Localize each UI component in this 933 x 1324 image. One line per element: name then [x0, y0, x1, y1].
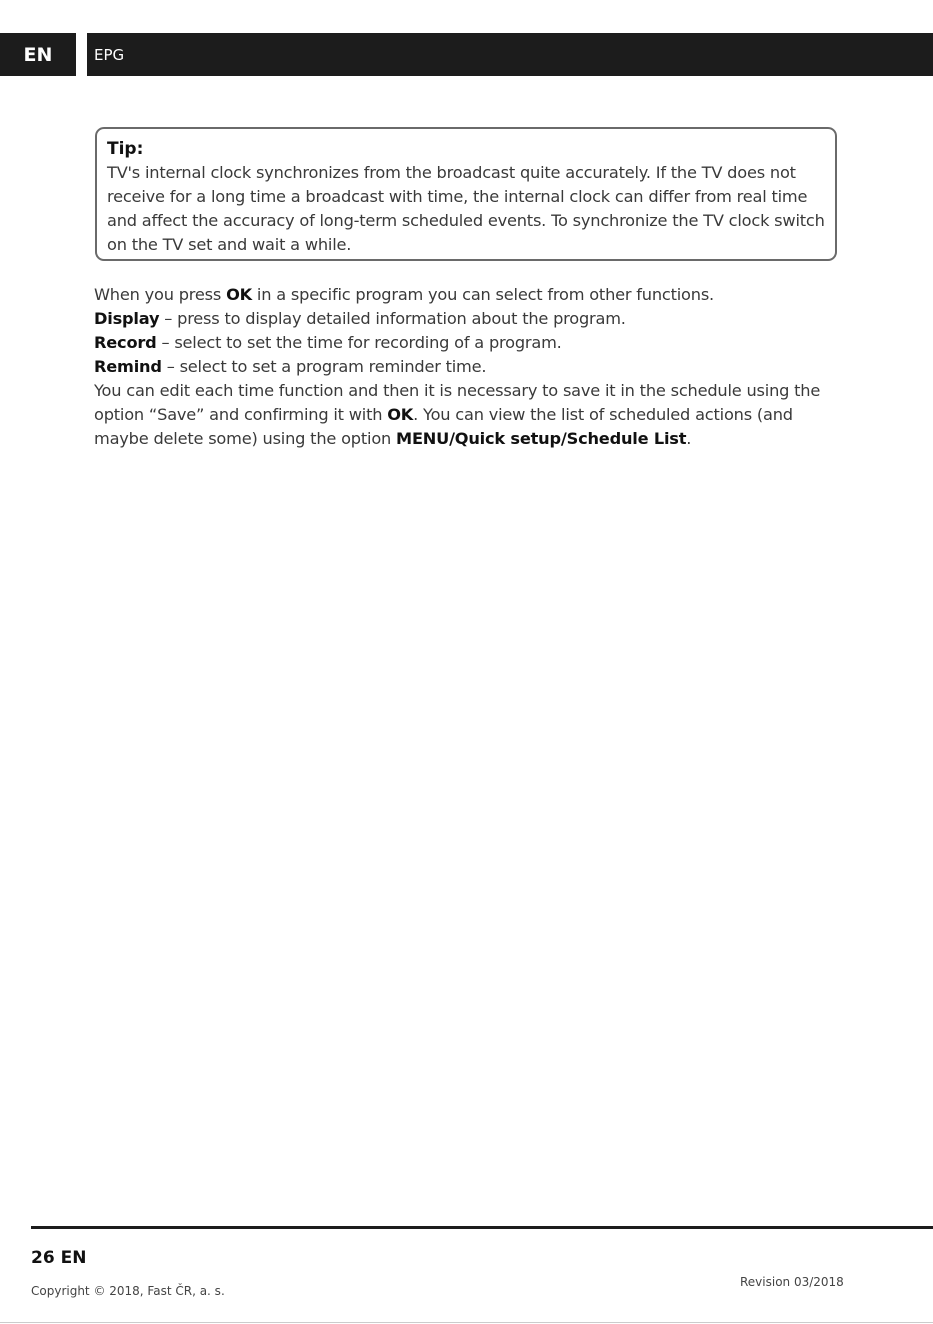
menu-path: MENU/Quick setup/Schedule List: [396, 429, 687, 448]
tip-title: Tip:: [107, 139, 144, 159]
page-bottom-divider: [0, 1322, 933, 1323]
edit-text-1: You can edit each time function and then it is necessary to save it in the schedule using the option “Save” and confirming it with: [94, 381, 821, 424]
intro-prefix: When you press: [94, 285, 227, 304]
section-title: EPG: [94, 45, 125, 64]
function-item-record: [94, 331, 834, 355]
intro-suffix: in a specific program you can select from other functions.: [251, 285, 714, 304]
footer-divider: [31, 1226, 933, 1229]
function-term: Remind: [94, 357, 162, 376]
revision-label: Revision 03/2018: [740, 1275, 844, 1289]
function-description: – select to set the time for recording of a program.: [156, 333, 562, 352]
ok-key-label: OK: [387, 405, 414, 424]
intro-paragraph: [94, 283, 834, 307]
edit-text-3: .: [686, 429, 692, 448]
copyright-notice: Copyright © 2018, Fast ČR, a. s.: [31, 1284, 225, 1298]
edit-paragraph: [94, 379, 834, 451]
function-description: – press to display detailed information about the program.: [159, 309, 626, 328]
section-header: [87, 33, 933, 76]
function-term: Display: [94, 309, 160, 328]
function-term: Record: [94, 333, 157, 352]
ok-key-label: OK: [226, 285, 252, 304]
language-label: EN: [23, 43, 53, 66]
tip-text: TV's internal clock synchronizes from the broadcast quite accurately. If the TV does not receive for a long time a broadcast with time, the internal clock can differ from real time and affect the accuracy of long-term scheduled events. To synchronize the TV clock switch on the TV set and wait a while.: [107, 163, 825, 254]
function-description: – select to set a program reminder time.: [161, 357, 487, 376]
language-tab: [0, 33, 76, 76]
edit-text-2: . You can view the list of scheduled actions (and maybe delete some) using the option: [94, 405, 793, 448]
function-item-remind: [94, 355, 834, 379]
page-number: 26 EN: [31, 1248, 87, 1268]
tip-box: [95, 127, 837, 261]
epg-functions-text: [94, 283, 834, 451]
function-item-display: [94, 307, 834, 331]
